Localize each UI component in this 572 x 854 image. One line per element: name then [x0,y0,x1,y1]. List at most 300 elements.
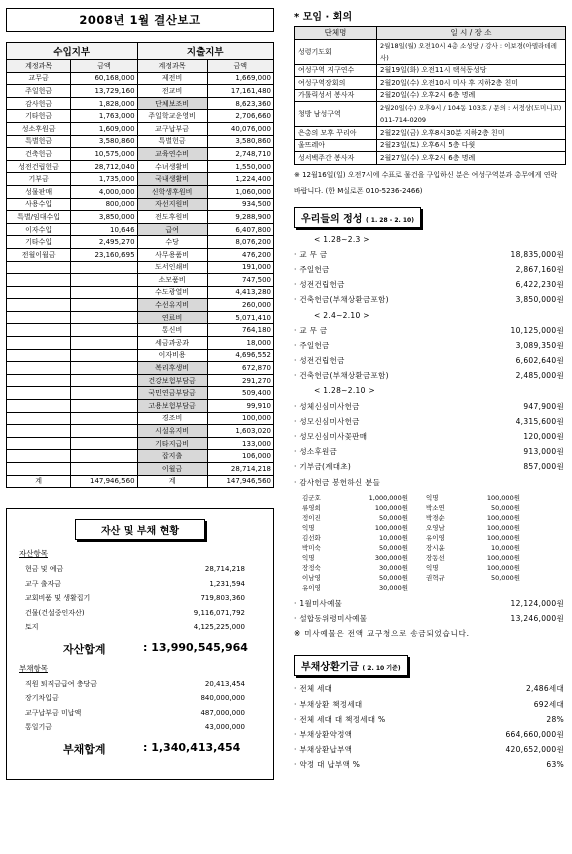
offering-line [294,383,566,398]
offering-line [294,247,566,262]
income-account [7,362,71,375]
debt-section-label: 부채항목 [19,663,48,673]
offering-label: < 1.28~2.10 > [314,386,375,396]
ledger-row [7,122,274,135]
donor-entry: 100,000원 [486,493,520,502]
asset-item [15,562,265,577]
expense-account: 수선유지비 [137,299,207,312]
expense-amount: 1,669,000 [207,72,273,85]
offering-label: · 주일헌금 [294,264,330,274]
offering-label: < 1.28~2.3 > [314,234,370,244]
mass-note: ※ 미사예물은 전액 교구청으로 송금되었습니다. [294,629,470,639]
debt-item-label: 장기차입금 [25,694,59,703]
expense-amount: 747,500 [207,274,273,287]
debt-total: 부채합계 : 1,340,413,454 [63,740,241,756]
income-amount: 1,763,000 [71,110,137,123]
income-amount [71,450,137,463]
offering-amount: 4,315,600원 [515,416,564,426]
income-amount [71,425,137,438]
offering-amount: 947,900원 [523,401,564,411]
expense-amount: 2,706,660 [207,110,273,123]
offering-label: · 교 무 금 [294,249,328,259]
income-amount [71,349,137,362]
ledger-total-cell: 147,946,560 [207,475,273,488]
asset-item-value: 28,714,218 [204,565,245,574]
asset-item-value: 4,125,225,000 [193,623,245,632]
debt-line [294,696,566,711]
income-amount [71,374,137,387]
meeting-row [295,77,566,90]
debt-line-label: · 전체 세대 [294,684,333,694]
asset-item-label: 토지 [25,623,39,632]
donor-entry: 박미숙 [302,543,321,552]
ledger-row [7,437,274,450]
debt-line-value: 28% [546,714,564,724]
donor-entry: 100,000원 [374,523,408,532]
offering-line [294,399,566,414]
income-amount [71,274,137,287]
meeting-when: 2월23일(토) 오후6시 5층 다윗 [377,139,566,152]
meeting-group: 여성구역 지구연수 [295,64,377,77]
expense-account: 소모품비 [137,274,207,287]
expense-account: 교구납부금 [137,122,207,135]
donor-entry: 50,000원 [490,573,520,582]
income-account [7,337,71,350]
ledger-row [7,261,274,274]
expense-amount: 1,060,000 [207,185,273,198]
debt-item [15,691,265,706]
offering-line [294,277,566,292]
income-amount: 10,575,000 [71,148,137,161]
income-account [7,324,71,337]
donor-entry: 장동선 [426,553,445,562]
donor-entry: 익명 [426,563,439,572]
offering-line [294,444,566,459]
donor-entry: 장정숙 [302,563,321,572]
ledger-row [7,400,274,413]
income-account: 특별헌금 [7,135,71,148]
offering-label: · 건축헌금(부채상환금포함) [294,295,389,305]
assets-title: 자산 및 부채 현황 [75,519,205,540]
meeting-when: 2월19일(화) 오전11시 택석동성당 [377,64,566,77]
offering-line [294,475,566,490]
debt-line-label: · 약정 대 납부액 % [294,760,361,770]
debt-line-value: 692세대 [533,699,564,709]
income-account [7,299,71,312]
expense-account: 이자비용 [137,349,207,362]
expense-amount: 476,200 [207,248,273,261]
debt-line-label: · 전체 세대 대 책정세대 % [294,714,386,724]
asset-item [15,577,265,592]
mass-line-label: · 1월미사예물 [294,598,343,608]
meeting-row [295,64,566,77]
income-account: 사용수입 [7,198,71,211]
ledger-row [7,324,274,337]
debt-item [15,677,265,692]
asset-total: 자산합계 : 13,990,545,964 [63,640,248,656]
expense-account: 급여 [137,223,207,236]
meeting-group: 청방 남성구역 [295,102,377,127]
meeting-group: 여성구역장회의 [295,77,377,90]
debt-item-value: 840,000,000 [200,694,245,703]
income-amount [71,437,137,450]
expense-amount: 8,076,200 [207,236,273,249]
offering-label: · 성소후원금 [294,447,338,457]
expense-amount: 1,224,400 [207,173,273,186]
offering-label: · 교 무 금 [294,325,328,335]
expense-amount: 764,180 [207,324,273,337]
offering-line [294,307,566,322]
ledger-row [7,425,274,438]
donor-entry: 이남영 [302,573,321,582]
income-account: 기타헌금 [7,110,71,123]
donor-entry: 10,000원 [378,533,408,542]
offering-label: · 성전건립헌금 [294,280,345,290]
donor-entry: 익명 [302,523,315,532]
offering-line [294,232,566,247]
offering-amount: 2,485,000원 [515,371,564,381]
income-amount: 800,000 [71,198,137,211]
ledger-row [7,185,274,198]
expense-account: 교육연수비 [137,148,207,161]
ledger-row [7,362,274,375]
asset-item-label: 건물(건설중인자산) [25,608,85,617]
ledger-total-row [7,475,274,488]
expense-account: 수당 [137,236,207,249]
donor-entry [456,583,520,593]
ledger-row [7,85,274,98]
income-amount [71,286,137,299]
debt-item-value: 487,000,000 [200,708,245,717]
offering-label: · 성전건립헌금 [294,356,345,366]
offering-amount: 10,125,000원 [510,325,564,335]
donor-entry: 50,000원 [490,503,520,512]
income-amount: 3,850,000 [71,211,137,224]
right-column [294,8,566,772]
income-amount [71,311,137,324]
expense-amount: 3,580,860 [207,135,273,148]
offering-amount: 857,000원 [523,462,564,472]
offering-amount: 913,000원 [523,447,564,457]
expense-amount: 6,407,800 [207,223,273,236]
income-account: 특별/임대수입 [7,211,71,224]
expense-amount: 509,400 [207,387,273,400]
col-account: 계정과목 [137,60,207,73]
income-account: 기타수입 [7,236,71,249]
income-amount [71,261,137,274]
income-account: 성소후원금 [7,122,71,135]
income-account [7,437,71,450]
expense-account: 통신비 [137,324,207,337]
debt-item-value: 43,000,000 [204,723,245,732]
debt-line [294,742,566,757]
debt-line-value: 2,486세대 [525,684,564,694]
donor-entry: 50,000원 [378,543,408,552]
col-amount: 금액 [207,60,273,73]
expense-amount: 672,870 [207,362,273,375]
meeting-row [295,102,566,127]
income-amount: 2,495,270 [71,236,137,249]
expense-account: 국내생활비 [137,173,207,186]
donor-entry: 100,000원 [486,513,520,522]
donor-list [302,493,566,593]
expense-amount: 28,714,218 [207,463,273,476]
expense-amount: 2,748,710 [207,148,273,161]
expense-amount: 133,000 [207,437,273,450]
asset-item-value: 719,803,360 [200,594,245,603]
offering-line [294,368,566,383]
asset-item-label: 현금 및 예금 [25,565,64,574]
expense-amount: 934,500 [207,198,273,211]
donor-entry: 김군호 [302,493,321,502]
expense-account: 수도광열비 [137,286,207,299]
income-account: 전월이월금 [7,248,71,261]
expense-amount: 5,071,410 [207,311,273,324]
expense-account: 연료비 [137,311,207,324]
offering-line [294,353,566,368]
expense-account: 주일학교운영비 [137,110,207,123]
expense-account: 복리후생비 [137,362,207,375]
donor-entry: 100,000원 [486,523,520,532]
income-amount: 3,580,860 [71,135,137,148]
income-account [7,374,71,387]
expense-account: 특별헌금 [137,135,207,148]
ledger-row [7,311,274,324]
expense-amount: 4,696,552 [207,349,273,362]
income-account: 이자수입 [7,223,71,236]
asset-item-label: 교회비품 및 생활집기 [25,594,91,603]
meetings-note: ※ 12월16일(일) 오전7시에 수표로 물건을 구입하신 분은 여성구역분과 총무에게 연락 바랍니다. (한 M실로폰 010-5236-2466) [294,170,558,195]
meeting-row [295,152,566,165]
income-account: 건축헌금 [7,148,71,161]
expense-account: 세금과공과 [137,337,207,350]
income-account: 기부금 [7,173,71,186]
expense-amount: 191,000 [207,261,273,274]
asset-item-value: 9,116,071,792 [193,608,245,617]
debt-line [294,712,566,727]
expense-amount: 18,000 [207,337,273,350]
meeting-when: 2월22일(금) 오후8시30분 지하2층 친미 [377,127,566,140]
offering-line [294,429,566,444]
income-amount [71,387,137,400]
income-account [7,400,71,413]
income-account: 성전건립헌금 [7,160,71,173]
donor-entry: 30,000원 [378,563,408,572]
income-amount: 28,712,040 [71,160,137,173]
asset-section-label: 자산항목 [19,549,48,559]
expense-account: 전도후원비 [137,211,207,224]
expense-amount: 291,270 [207,374,273,387]
meeting-when: 2월20일(수) 오후9시 / 104동 103호 / 문의 : 서정상(도미니꼬) 011-714-0209 [377,102,566,127]
donor-entry: 익명 [426,493,439,502]
donor-entry: 1,000,000원 [368,493,408,502]
income-amount [71,337,137,350]
meeting-group: 은총의 모후 꾸리아 [295,127,377,140]
meetings-table [294,26,566,165]
expense-account: 건강보험부담금 [137,374,207,387]
offering-amount: 120,000원 [523,432,564,442]
income-account [7,261,71,274]
donor-entry: 300,000원 [374,553,408,562]
debt-item [15,720,265,735]
ledger-row [7,374,274,387]
ledger-row [7,450,274,463]
meeting-group: 가톨릭성서 봉사자 [295,89,377,102]
debt-line [294,757,566,772]
offering-line [294,323,566,338]
debt-item [15,706,265,721]
donor-entry: 100,000원 [486,533,520,542]
ledger-row [7,211,274,224]
ledger-row [7,148,274,161]
asset-item-value: 1,231,594 [209,579,245,588]
ledger-row [7,160,274,173]
donor-entry: 100,000원 [374,503,408,512]
donor-entry: 유이영 [302,583,321,592]
debt-item-label: 직원 퇴직금급여 충당금 [25,679,98,688]
donor-entry: 정이진 [302,513,321,522]
asset-item [15,591,265,606]
ledger-row [7,248,274,261]
donor-entry: 익명 [302,553,315,562]
ledger-total-cell: 계 [7,475,71,488]
offering-amount: 2,867,160원 [515,264,564,274]
income-account: 감사헌금 [7,97,71,110]
offering-line [294,292,566,307]
meeting-row [295,39,566,64]
expense-amount: 260,000 [207,299,273,312]
income-account [7,450,71,463]
offering-amount: 6,422,230원 [515,280,564,290]
meeting-when: 2월27일(수) 오후2시 6층 명례 [377,152,566,165]
income-account [7,311,71,324]
ledger-row [7,110,274,123]
mass-line-value: 13,246,000원 [510,613,564,623]
debt-line-value: 63% [546,760,564,770]
ledger-row [7,337,274,350]
donor-entry: 50,000원 [378,573,408,582]
income-amount: 10,646 [71,223,137,236]
offering-label: · 주일헌금 [294,340,330,350]
income-account [7,387,71,400]
ledger-total-cell: 147,946,560 [71,475,137,488]
meeting-group: 성령기도회 [295,39,377,64]
offering-amount: 6,602,640원 [515,356,564,366]
donor-entry: 10,000원 [490,543,520,552]
income-amount [71,362,137,375]
debt-line [294,681,566,696]
meeting-when: 2월20일(수) 오전10시 미사 후 지하2층 친미 [377,77,566,90]
income-amount [71,400,137,413]
offering-label: · 성체신심미사헌금 [294,401,360,411]
income-amount: 23,160,695 [71,248,137,261]
expense-amount: 99,910 [207,400,273,413]
debt-line-value: 664,660,000원 [505,729,564,739]
expense-account: 수녀생활비 [137,160,207,173]
income-account [7,412,71,425]
expense-account: 이월금 [137,463,207,476]
ledger-row [7,463,274,476]
asset-item [15,620,265,635]
ledger-row [7,173,274,186]
debt-line-label: · 부채상환약정액 [294,729,353,739]
income-amount: 1,828,000 [71,97,137,110]
expense-account: 도서인쇄비 [137,261,207,274]
expense-account: 신학생후원비 [137,185,207,198]
income-account [7,349,71,362]
ledger-row [7,97,274,110]
income-account: 주일헌금 [7,85,71,98]
donor-entry: 50,000원 [378,513,408,522]
offering-line [294,262,566,277]
meeting-when: 2월18일(월) 오전10시 4층 소성당 / 강사 : 이보경(아델라데레사) [377,39,566,64]
ledger-row [7,135,274,148]
meeting-group: 성서백주간 봉사자 [295,152,377,165]
expense-account: 국민연금부담금 [137,387,207,400]
offering-label: · 건축헌금(부채상환금포함) [294,371,389,381]
income-amount: 1,735,000 [71,173,137,186]
expense-amount: 1,550,000 [207,160,273,173]
col-group: 단체명 [295,27,377,40]
expense-amount: 4,413,280 [207,286,273,299]
expense-amount: 40,076,000 [207,122,273,135]
ledger-row [7,387,274,400]
col-when: 일 시 / 장 소 [377,27,566,40]
mass-line [294,611,566,626]
expense-account: 시설유지비 [137,425,207,438]
donor-entry: 김선화 [302,533,321,542]
asset-item [15,606,265,621]
donor-entry: 100,000원 [486,553,520,562]
meeting-row [295,139,566,152]
donor-entry: 30,000원 [378,583,408,592]
mass-line-value: 12,124,000원 [510,598,564,608]
offering-amount: 18,835,000원 [510,249,564,259]
offering-label: · 기부금(계대초) [294,462,352,472]
meetings-header: * 모임 · 회의 [294,12,353,23]
offering-line [294,338,566,353]
debt-item-label: 통일기금 [25,723,53,732]
debt-line-label: · 부채상환납부액 [294,745,353,755]
offering-line [294,459,566,474]
debt-fund-title: 부채상환기금 ( 2. 10 기준) [294,655,408,676]
expense-amount: 9,288,900 [207,211,273,224]
meeting-row [295,127,566,140]
donor-entry: 100,000원 [486,563,520,572]
mass-line [294,596,566,611]
ledger-table [6,42,274,488]
donor-entry [408,583,456,593]
income-account: 교무금 [7,72,71,85]
donor-entry: 오영남 [426,523,445,532]
expense-account: 제전비 [137,72,207,85]
expense-amount: 8,623,360 [207,97,273,110]
ledger-row [7,274,274,287]
ledger-total-cell: 계 [137,475,207,488]
ledger-row [7,349,274,362]
left-column [6,8,274,780]
ledger-row [7,72,274,85]
assets-box [6,508,274,780]
income-account: 성물판매 [7,185,71,198]
expense-account: 고용보험부담금 [137,400,207,413]
income-account [7,463,71,476]
donor-entry: 박소연 [426,503,445,512]
expense-amount: 17,161,480 [207,85,273,98]
donor-entry: 류영희 [302,503,321,512]
income-account [7,274,71,287]
debt-line [294,727,566,742]
